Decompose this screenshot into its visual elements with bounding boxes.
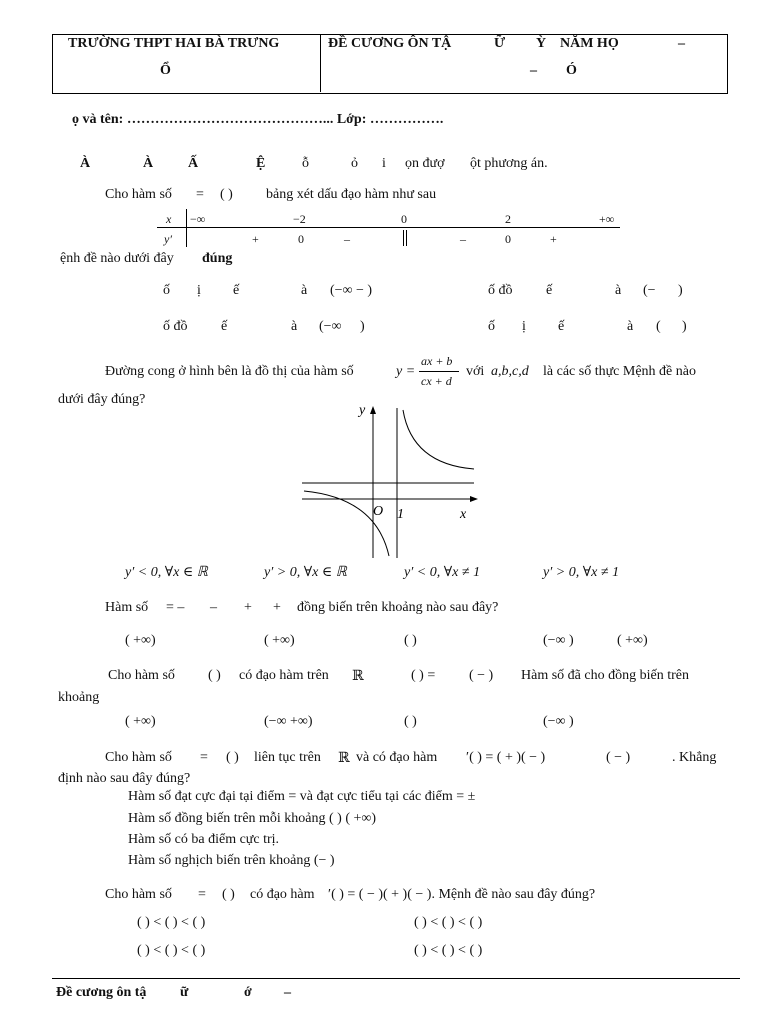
sign-table-double-bar bbox=[403, 230, 404, 246]
graph-origin-label: O bbox=[373, 504, 384, 519]
sign-table-sign: 0 bbox=[505, 232, 511, 246]
q1-option-d: ị bbox=[522, 319, 526, 334]
graph-x-arrow bbox=[470, 496, 478, 502]
q4-text: ( − ) bbox=[469, 668, 494, 683]
sign-table-sign: – bbox=[344, 232, 350, 246]
q4-text: có đạo hàm trên bbox=[239, 668, 329, 683]
q2-option-b: y′ > 0, ∀x ∈ ℝ bbox=[264, 565, 347, 580]
q1-text: = bbox=[196, 187, 204, 202]
q2-graph bbox=[300, 402, 480, 560]
q5-text: ′( ) = ( + )( − ) bbox=[466, 750, 546, 765]
sign-table-x-value: −∞ bbox=[190, 212, 206, 226]
q1-option-c: (−∞ bbox=[319, 319, 342, 334]
q1-text: ( ) bbox=[220, 187, 233, 202]
q1-option-a: ị bbox=[197, 283, 201, 298]
q3-option-c: ( ) bbox=[404, 633, 417, 648]
q6-option-b: ( ) < ( ) < ( ) bbox=[414, 915, 483, 930]
q1-prompt: ệnh đề nào dưới đây bbox=[60, 251, 174, 266]
heading-frag: Ấ bbox=[188, 156, 199, 171]
q6-option-c: ( ) < ( ) < ( ) bbox=[137, 943, 206, 958]
q2-option-d: y′ > 0, ∀x ≠ 1 bbox=[543, 565, 620, 580]
q1-option-c: ế bbox=[221, 319, 228, 334]
q6-text: ( ) bbox=[222, 887, 235, 902]
q3-text: = – bbox=[166, 600, 185, 615]
student-info-line: ọ và tên: ……………………………………... Lớp: ……………. bbox=[72, 112, 444, 127]
graph-one-label: 1 bbox=[397, 507, 404, 522]
outline-title: ĐỀ CƯƠNG ÔN TẬ bbox=[328, 36, 452, 51]
q4-option-a: ( +∞) bbox=[125, 714, 156, 729]
q1-option-a: à bbox=[301, 283, 308, 298]
q5-option-a: Hàm số đạt cực đại tại điểm = và đạt cực tiểu tại các điểm = ± bbox=[128, 789, 476, 804]
q6-text: = bbox=[198, 887, 206, 902]
q5-option-b: Hàm số đồng biến trên mỗi khoảng ( ) ( +∞) bbox=[128, 811, 377, 826]
q1-option-a: ế bbox=[233, 283, 240, 298]
q1-option-b: ế bbox=[546, 283, 553, 298]
q1-option-a: ố bbox=[163, 283, 170, 298]
q1-option-a: (−∞ − ) bbox=[330, 283, 373, 298]
sign-table-x-label: x bbox=[166, 212, 172, 226]
school-name-line2: Ổ bbox=[160, 63, 171, 78]
footer-text: Đề cương ôn tậ bbox=[56, 985, 147, 1000]
q3-text: + bbox=[244, 600, 252, 615]
q3-option-d: (−∞ ) bbox=[543, 633, 574, 648]
q3-text: + bbox=[273, 600, 281, 615]
q2-line2: dưới đây đúng? bbox=[58, 392, 146, 407]
q5-text: và có đạo hàm bbox=[356, 750, 438, 765]
q6-text: Cho hàm số bbox=[105, 887, 172, 902]
heading-frag: Ệ bbox=[256, 156, 266, 171]
q2-option-a: y′ < 0, ∀x ∈ ℝ bbox=[125, 565, 208, 580]
q1-option-b: à bbox=[615, 283, 622, 298]
q6-option-a: ( ) < ( ) < ( ) bbox=[137, 915, 206, 930]
q2-fraction-bar bbox=[419, 371, 459, 372]
q2-intro: Đường cong ở hình bên là đồ thị của hàm số bbox=[105, 364, 354, 379]
q4-text: Cho hàm số bbox=[108, 668, 175, 683]
q2-option-c: y′ < 0, ∀x ≠ 1 bbox=[404, 565, 481, 580]
q1-option-b: (− bbox=[643, 283, 656, 298]
sign-table-sign: – bbox=[460, 232, 466, 246]
q6-text: ′( ) = ( − )( + )( − ). Mệnh đề nào sau đây đúng? bbox=[328, 887, 596, 902]
q1-text: Cho hàm số bbox=[105, 187, 172, 202]
heading-frag: ọn đượ bbox=[405, 156, 445, 171]
outline-title-frag: Ữ bbox=[494, 36, 506, 51]
header-divider bbox=[320, 34, 321, 92]
sign-table-double-bar bbox=[406, 230, 407, 246]
q3-text: Hàm số bbox=[105, 600, 149, 615]
sign-table-x-value: −2 bbox=[293, 212, 306, 226]
q2-text: với bbox=[466, 364, 485, 379]
q5-text: . Khẳng bbox=[672, 750, 717, 765]
outline-line2-o: Ó bbox=[566, 63, 577, 78]
heading-frag: ỏ bbox=[351, 156, 358, 171]
q5-text: = bbox=[200, 750, 208, 765]
q5-text: ℝ bbox=[338, 751, 350, 766]
q5-option-d: Hàm số nghịch biến trên khoảng (− ) bbox=[128, 853, 335, 868]
q3-option-b: ( +∞) bbox=[264, 633, 295, 648]
q4-option-c: ( ) bbox=[404, 714, 417, 729]
q1-option-d: ố bbox=[488, 319, 495, 334]
q1-option-b: ố đồ bbox=[488, 283, 513, 298]
q5-line2: định nào sau đây đúng? bbox=[58, 771, 191, 786]
q2-formula-numerator: ax + b bbox=[421, 354, 453, 368]
q4-text: ( ) = bbox=[411, 668, 436, 683]
q2-formula-denominator: cx + d bbox=[421, 374, 452, 388]
q1-prompt-bold: đúng bbox=[202, 251, 233, 266]
footer-text: – bbox=[284, 985, 291, 1000]
heading-frag: À bbox=[143, 156, 154, 171]
q6-option-d: ( ) < ( ) < ( ) bbox=[414, 943, 483, 958]
q4-text: ( ) bbox=[208, 668, 221, 683]
graph-x-label: x bbox=[460, 507, 467, 522]
q5-text: liên tục trên bbox=[254, 750, 321, 765]
q6-text: có đạo hàm bbox=[250, 887, 315, 902]
q1-option-c: ố đồ bbox=[163, 319, 188, 334]
outline-title-frag: NĂM HỌ bbox=[560, 36, 619, 51]
graph-y-label: y bbox=[359, 403, 366, 418]
sign-table-x-value: 0 bbox=[401, 212, 407, 226]
sign-table-y-label: y′ bbox=[164, 232, 172, 246]
sign-table-sign: + bbox=[550, 232, 557, 246]
heading-frag: ột phương án. bbox=[470, 156, 548, 171]
outline-title-frag: – bbox=[678, 36, 685, 51]
q1-option-d: à bbox=[627, 319, 634, 334]
q1-option-d: ) bbox=[682, 319, 687, 334]
q3-option-d-part: ( +∞) bbox=[617, 633, 648, 648]
sign-table-x-value: +∞ bbox=[599, 212, 615, 226]
heading-frag: i bbox=[382, 156, 386, 171]
q2-formula-y: y = bbox=[396, 364, 416, 379]
heading-frag: ỗ bbox=[302, 156, 309, 171]
q2-coeffs: a,b,c,d bbox=[491, 364, 529, 379]
q4-text: ℝ bbox=[352, 669, 364, 684]
q3-text: – bbox=[210, 600, 217, 615]
outline-line2-dash: – bbox=[530, 63, 537, 78]
q1-option-d: ( bbox=[656, 319, 661, 334]
q2-text: là các số thực Mệnh đề nào bbox=[543, 364, 696, 379]
school-name: TRƯỜNG THPT HAI BÀ TRƯNG bbox=[68, 36, 280, 51]
q1-option-d: ế bbox=[558, 319, 565, 334]
q3-option-a: ( +∞) bbox=[125, 633, 156, 648]
footer-text: ớ bbox=[244, 985, 252, 1000]
heading-frag: À bbox=[80, 156, 91, 171]
q4-text: Hàm số đã cho đồng biến trên bbox=[521, 668, 689, 683]
graph-curve-upper bbox=[403, 410, 474, 469]
q1-option-c: ) bbox=[360, 319, 365, 334]
q1-option-b: ) bbox=[678, 283, 683, 298]
sign-table-vline bbox=[186, 209, 187, 247]
q1-option-c: à bbox=[291, 319, 298, 334]
footer-rule bbox=[52, 978, 740, 979]
sign-table-hline bbox=[157, 227, 620, 228]
sign-table-x-value: 2 bbox=[505, 212, 511, 226]
outline-title-frag: Ỳ bbox=[536, 36, 547, 51]
q4-option-d: (−∞ ) bbox=[543, 714, 574, 729]
graph-y-arrow bbox=[370, 406, 376, 414]
footer-text: ữ bbox=[180, 985, 189, 1000]
q5-option-c: Hàm số có ba điểm cực trị. bbox=[128, 832, 280, 847]
graph-curve-lower bbox=[304, 491, 389, 556]
q4-option-b: (−∞ +∞) bbox=[264, 714, 313, 729]
q3-text: đồng biến trên khoảng nào sau đây? bbox=[297, 600, 499, 615]
q5-text: ( − ) bbox=[606, 750, 631, 765]
q5-text: Cho hàm số bbox=[105, 750, 172, 765]
sign-table-sign: 0 bbox=[298, 232, 304, 246]
q1-text: bảng xét dấu đạo hàm như sau bbox=[266, 187, 437, 202]
q5-text: ( ) bbox=[226, 750, 239, 765]
sign-table-sign: + bbox=[252, 232, 259, 246]
q4-line2: khoảng bbox=[58, 690, 100, 705]
